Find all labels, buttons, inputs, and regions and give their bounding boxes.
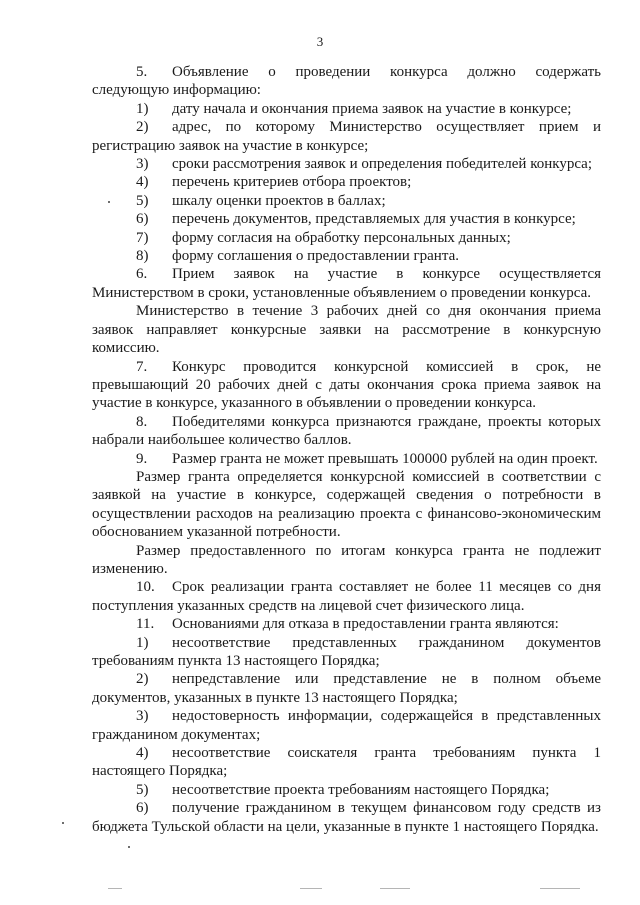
paragraph-number: 6. (136, 266, 148, 283)
paragraph (92, 155, 601, 173)
paragraph (92, 63, 601, 100)
paragraph (92, 542, 601, 579)
paragraph (92, 450, 601, 468)
paragraph-text: перечень критериев отбора проектов; (172, 174, 412, 191)
paragraph-number: 7) (136, 229, 149, 246)
paragraph-text: Размер гранта определяется конкурсной комиссией в соответствии с заявкой на участие в конкурсе, содержащей сведения о потребности в осуществлении расходов на реализацию проекта с финансово-экономическим обоснованием указанной потребности. (92, 468, 601, 541)
paragraph-number: 8. (136, 413, 148, 430)
paragraph (92, 229, 601, 247)
paragraph (92, 468, 601, 542)
paragraph-text: сроки рассмотрения заявок и определения победителей конкурса; (172, 156, 592, 173)
paragraph-number: 6) (136, 800, 149, 817)
paragraph (92, 210, 601, 228)
paragraph-number: 4) (136, 745, 149, 762)
paragraph-number: 3) (136, 708, 149, 725)
paragraph-number: 11. (136, 616, 155, 633)
paragraph-text: Конкурс проводится конкурсной комиссией в срок, не превышающий 20 рабочих дней с даты окончания срока приема заявок на участие в конкурсе, указанного в объявлении о проведении конкурса. (92, 358, 601, 412)
document-body (92, 63, 601, 836)
paragraph (92, 578, 601, 615)
paragraph (92, 707, 601, 744)
paragraph-text: шкалу оценки проектов в баллах; (172, 192, 386, 209)
paragraph (92, 247, 601, 265)
paragraph (92, 100, 601, 118)
paragraph-number: 5. (136, 64, 148, 80)
paragraph-number: 4) (136, 174, 149, 191)
paragraph-number: 8) (136, 248, 149, 265)
paragraph-text: непредставление или представление не в полном объеме документов, указанных в пункте 13 настоящего Порядка; (92, 671, 601, 706)
paragraph-text: несоответствие проекта требованиям настоящего Порядка; (172, 781, 550, 798)
paragraph-text: Срок реализации гранта составляет не более 11 месяцев со дня поступления указанных средств на лицевой счет физического лица. (92, 579, 601, 614)
paragraph (92, 781, 601, 799)
paragraph (92, 173, 601, 191)
paragraph-text: несоответствие соискателя гранта требованиям пункта 1 настоящего Порядка; (92, 745, 601, 780)
paragraph (92, 413, 601, 450)
paragraph-text: форму согласия на обработку персональных данных; (172, 229, 511, 246)
paragraph-number: 2) (136, 119, 149, 136)
paragraph-text: Размер предоставленного по итогам конкурса гранта не подлежит изменению. (92, 542, 601, 577)
paragraph (92, 192, 601, 210)
paragraph-text: форму соглашения о предоставлении гранта. (172, 248, 459, 265)
paragraph-text: Прием заявок на участие в конкурсе осуществляется Министерством в сроки, установленные объявлением о проведении конкурса. (92, 266, 601, 301)
page-number: 3 (316, 34, 324, 49)
paragraph-number: 6) (136, 211, 149, 228)
paragraph-text: дату начала и окончания приема заявок на участие в конкурсе; (172, 100, 572, 117)
paragraph (92, 634, 601, 671)
paragraph (92, 358, 601, 413)
paragraph (92, 670, 601, 707)
paragraph-text: Объявление о проведении конкурса должно содержать следующую информацию: (92, 64, 601, 99)
paragraph (92, 744, 601, 781)
paragraph (92, 799, 601, 836)
paragraph (92, 615, 601, 633)
paragraph-text: недостоверность информации, содержащейся в представленных гражданином документах; (92, 708, 601, 743)
paragraph-text: адрес, по которому Министерство осуществляет прием и регистрацию заявок на участие в конкурсе; (92, 119, 601, 154)
paragraph (92, 118, 601, 155)
scan-mark (62, 822, 64, 824)
scan-mark (300, 888, 322, 889)
paragraph-text: несоответствие представленных гражданином документов требованиям пункта 13 настоящего Порядка; (92, 634, 601, 669)
scan-mark (540, 888, 580, 889)
paragraph-number: 9. (136, 450, 148, 467)
paragraph-number: 10. (136, 579, 155, 596)
paragraph-text: Размер гранта не может превышать 100000 рублей на один проект. (172, 450, 598, 467)
scan-mark (108, 201, 110, 203)
paragraph-text: Министерство в течение 3 рабочих дней со дня окончания приема заявок направляет конкурсные заявки на рассмотрение в конкурсную комиссию. (92, 303, 601, 357)
paragraph-number: 7. (136, 358, 148, 375)
paragraph-text: перечень документов, представляемых для участия в конкурсе; (172, 211, 576, 228)
paragraph-number: 5) (136, 781, 149, 798)
scan-mark (380, 888, 410, 889)
paragraph-number: 1) (136, 634, 149, 651)
scan-mark (128, 846, 130, 848)
paragraph (92, 265, 601, 302)
paragraph-number: 2) (136, 671, 149, 688)
scan-mark (108, 888, 122, 889)
paragraph-text: Основаниями для отказа в предоставлении гранта являются: (172, 616, 559, 633)
paragraph (92, 302, 601, 357)
paragraph-number: 1) (136, 100, 149, 117)
paragraph-number: 3) (136, 156, 149, 173)
paragraph-text: получение гражданином в текущем финансовом году средств из бюджета Тульской области на цели, указанные в пункте 1 настоящего Порядка. (92, 800, 601, 835)
paragraph-number: 5) (136, 192, 149, 209)
paragraph-text: Победителями конкурса признаются граждане, проекты которых набрали наибольшее количество баллов. (92, 413, 601, 449)
